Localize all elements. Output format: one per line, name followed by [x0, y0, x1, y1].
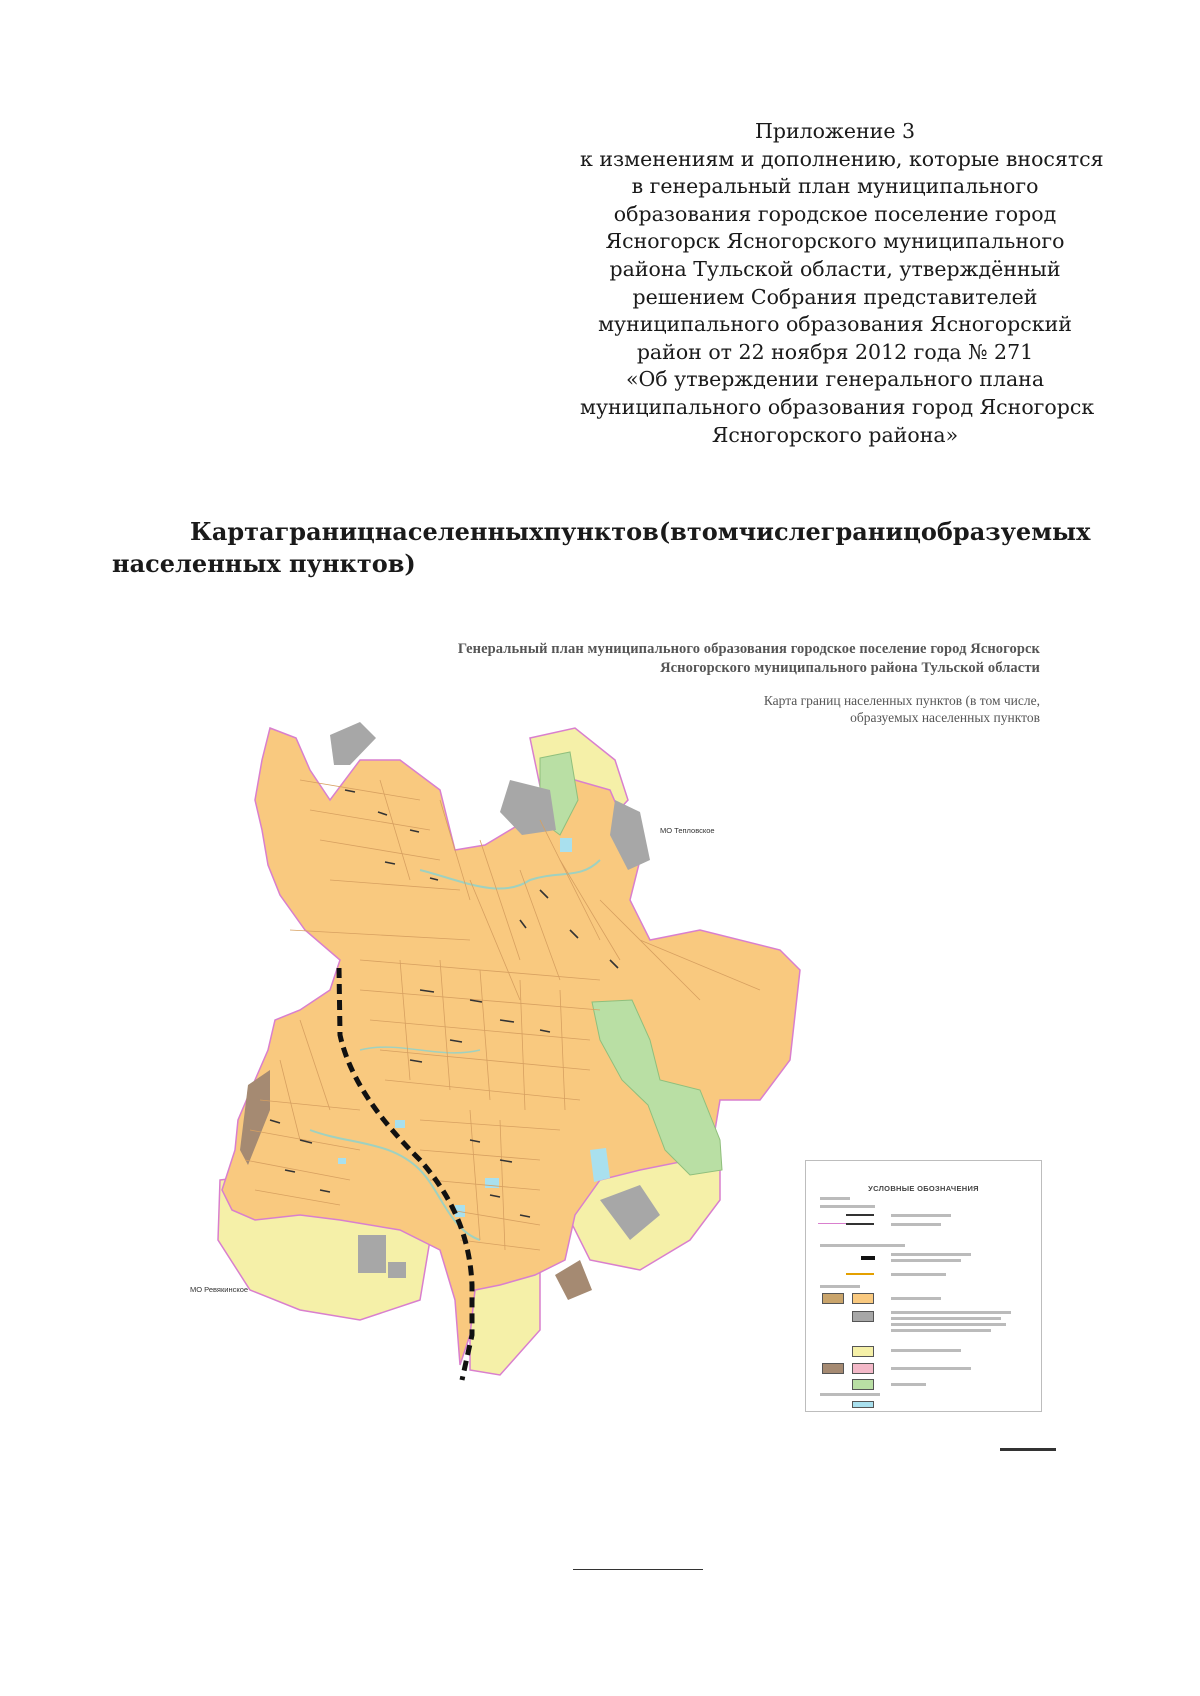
special-zone	[555, 1260, 592, 1300]
appendix-line: Ясногорского района»	[711, 422, 959, 447]
legend-text	[891, 1214, 951, 1217]
legend-section-heading	[820, 1393, 880, 1396]
title-word: границ	[274, 517, 375, 546]
legend-swatch	[822, 1293, 844, 1304]
legend-text	[891, 1329, 991, 1332]
title-word: пунктов	[543, 517, 659, 546]
appendix-line: района Тульской области, утверждённый	[609, 256, 1061, 281]
title-word: Карта	[190, 517, 275, 546]
appendix-line: «Об утверждении генерального плана	[625, 367, 1045, 392]
legend-line-black	[861, 1256, 875, 1260]
legend-section-heading	[820, 1244, 905, 1247]
scale-bar	[1000, 1448, 1056, 1451]
appendix-line: район от 22 ноября 2012 года № 271	[636, 339, 1034, 364]
map-subtitle-line1: Карта границ населенных пунктов (в том числе,	[763, 693, 1040, 708]
legend-text	[891, 1273, 946, 1276]
legend-line-black	[846, 1214, 874, 1216]
label-east: МО Тепловское	[660, 826, 715, 835]
title-word: образуемых	[920, 517, 1091, 546]
legend-text	[891, 1317, 1001, 1320]
title-word: (в	[658, 517, 687, 546]
legend-swatch	[852, 1379, 874, 1390]
appendix-line: муниципального образования Ясногорский	[598, 312, 1072, 337]
industrial-area	[330, 722, 376, 765]
legend-line-black	[846, 1223, 874, 1225]
legend-text	[891, 1259, 961, 1262]
appendix-line: к изменениям и дополнению, которые вносятся	[580, 146, 1104, 171]
legend-text	[891, 1383, 926, 1386]
industrial-area	[358, 1235, 386, 1273]
legend-text	[891, 1297, 941, 1300]
legend-text	[891, 1253, 971, 1256]
title-word: том	[686, 517, 739, 546]
legend-swatch	[852, 1311, 874, 1322]
industrial-area	[388, 1262, 406, 1278]
legend-title: УСЛОВНЫЕ ОБОЗНАЧЕНИЯ	[868, 1184, 979, 1193]
legend-text	[891, 1311, 1011, 1314]
appendix-line: в генеральный план муниципального	[631, 174, 1039, 199]
title-word: границ	[820, 517, 921, 546]
water-body	[560, 838, 572, 852]
legend-section-heading	[820, 1197, 850, 1200]
legend-subheading	[820, 1205, 875, 1208]
legend-swatch	[852, 1401, 874, 1408]
map-header-line2: Ясногорского муниципального района Тульской области	[660, 660, 1040, 676]
map-subtitle-line2: образуемых населенных пунктов	[850, 710, 1040, 725]
water-body	[485, 1178, 499, 1188]
label-west: МО Ревякинское	[190, 1285, 249, 1294]
legend-swatch	[822, 1363, 844, 1374]
title-word: населенных	[374, 517, 544, 546]
water-body	[395, 1120, 405, 1128]
legend-swatch	[852, 1293, 874, 1304]
footnote-line	[573, 1569, 703, 1570]
legend-swatch	[852, 1346, 874, 1357]
legend-text	[891, 1367, 971, 1370]
legend-text	[891, 1349, 961, 1352]
legend-swatch	[852, 1363, 874, 1374]
legend-section-heading	[820, 1285, 860, 1288]
title-word: числе	[738, 517, 821, 546]
document-title-line2: населенных пунктов)	[112, 549, 416, 578]
appendix-line: образования городское поселение город	[613, 201, 1057, 226]
appendix-line: Приложение 3	[754, 119, 916, 143]
water-body	[338, 1158, 346, 1164]
appendix-line: муниципального образования город Ясногорск	[580, 394, 1095, 419]
legend-text	[891, 1223, 941, 1226]
legend-line-orange	[846, 1273, 874, 1275]
map-header-line1: Генеральный план муниципального образования городское поселение город Ясногорск	[457, 641, 1040, 657]
legend-text	[891, 1323, 1006, 1326]
appendix-line: решением Собрания представителей	[632, 284, 1038, 309]
appendix-line: Ясногорск Ясногорского муниципального	[605, 229, 1065, 254]
map-legend	[805, 1160, 1042, 1412]
